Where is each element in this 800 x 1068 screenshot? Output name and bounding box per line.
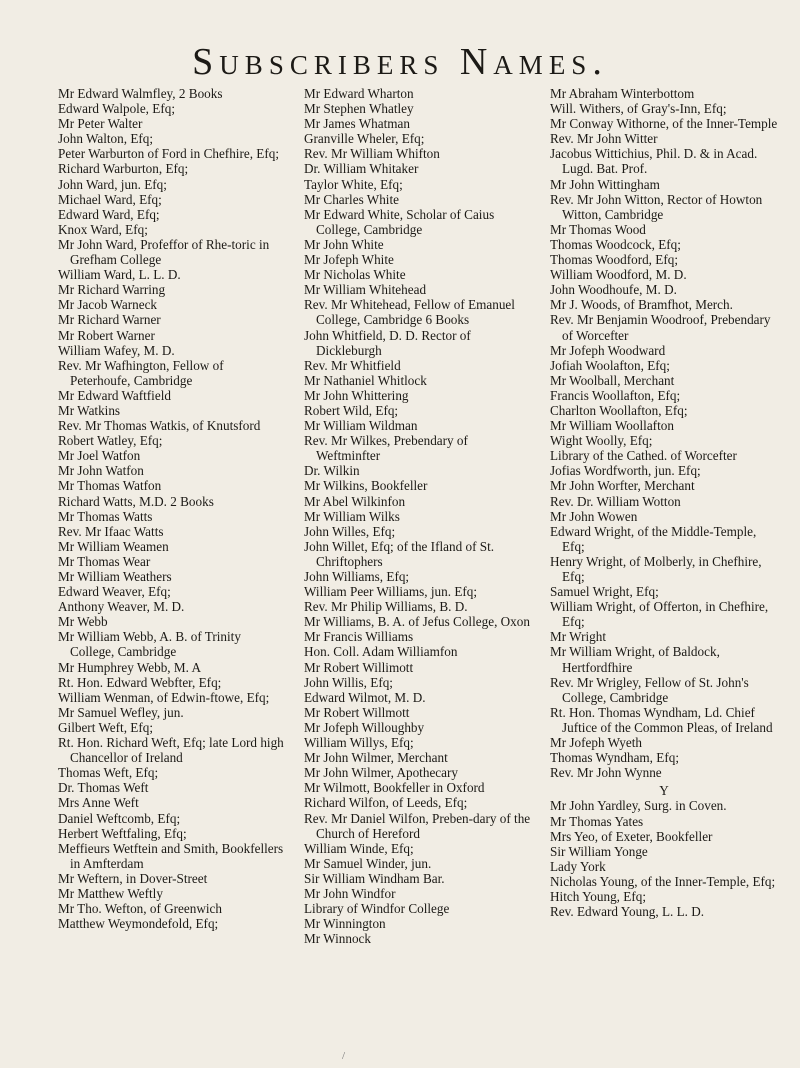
subscriber-entry: Richard Warburton, Efq; <box>58 161 189 177</box>
subscriber-entry: Jofias Wordfworth, jun. Efq; <box>550 463 701 479</box>
subscriber-entry: Mr Weftern, in Dover-Street <box>58 870 208 886</box>
subscriber-entry: Mr Humphrey Webb, M. A <box>58 659 202 675</box>
subscriber-entry: Mr Edward Walmfley, 2 Books <box>58 86 223 101</box>
subscriber-entry: Mr Webb <box>58 614 108 630</box>
subscriber-entry: Granville Wheler, Efq; <box>304 131 425 147</box>
subscriber-entry: Knox Ward, Efq; <box>58 221 148 237</box>
subscriber-entry: Richard Wilfon, of Leeds, Efq; <box>304 795 468 811</box>
subscriber-entry: Richard Watts, M.D. 2 Books <box>58 493 214 509</box>
subscriber-entry: Rev. Mr John Witter <box>550 131 658 147</box>
subscriber-entry: Dr. Wilkin <box>304 463 360 479</box>
subscriber-entry: Dr. Thomas Weft <box>58 780 149 796</box>
subscriber-column-1 <box>58 86 286 946</box>
subscriber-entry: Mr Wright <box>550 629 607 645</box>
subscriber-entry: Francis Woollafton, Efq; <box>550 387 681 403</box>
subscriber-entry: Rev. Mr Wafhington, Fellow of Peterhoufe, Cambridge <box>58 357 224 388</box>
subscriber-entry: Mr Thomas Watts <box>58 508 153 524</box>
subscriber-entry: Taylor White, Efq; <box>304 176 403 192</box>
subscriber-entry: Dr. William Whitaker <box>304 161 419 177</box>
subscriber-entry: Rev. Mr Daniel Wilfon, Preben-dary of the Church of Hereford <box>304 810 531 841</box>
subscriber-entry: Edward Ward, Efq; <box>58 206 160 222</box>
subscriber-entry: Rev. Mr Ifaac Watts <box>58 523 164 539</box>
subscriber-entry: Mr John Whittering <box>304 387 409 403</box>
subscriber-entry: Wight Woolly, Efq; <box>550 433 653 449</box>
subscriber-entry: Gilbert Weft, Efq; <box>58 719 154 735</box>
subscriber-entry: Mrs Anne Weft <box>58 795 139 811</box>
subscriber-entry: Mr Nicholas White <box>304 267 406 283</box>
subscriber-entry: William Wenman, of Edwin-ftowe, Efq; <box>58 689 270 705</box>
subscriber-entry: Rev. Mr John Wynne <box>550 765 662 781</box>
subscriber-entry: John Williams, Efq; <box>304 569 410 584</box>
subscriber-entry: Rev. Mr Whitehead, Fellow of Emanuel College, Cambridge 6 Books <box>304 297 515 328</box>
subscriber-entry: Mr Conway Withorne, of the Inner-Temple <box>550 116 778 132</box>
subscriber-entry: Mr William Wilks <box>304 508 400 524</box>
subscriber-entry: Nicholas Young, of the Inner-Temple, Efq; <box>550 873 776 889</box>
subscriber-entry: Jacobus Wittichius, Phil. D. & in Acad. Lugd. Bat. Prof. <box>550 146 758 177</box>
subscriber-entry: Thomas Weft, Efq; <box>58 765 159 781</box>
subscriber-entry: Samuel Wright, Efq; <box>550 584 659 600</box>
subscriber-entry: Mr Winnington <box>304 916 386 932</box>
subscriber-entry: Mr John Wilmer, Merchant <box>304 750 448 766</box>
subscriber-entry: Mr Wilkins, Bookfeller <box>304 478 428 494</box>
subscriber-entry: Mr John Windfor <box>304 885 396 901</box>
subscriber-entry: John Willet, Efq; of the Ifland of St. Chriftophers <box>304 538 495 569</box>
subscriber-entry: Y <box>659 783 669 799</box>
subscriber-entry: Mr John Worfter, Merchant <box>550 478 695 494</box>
subscriber-entry: Mr John Wittingham <box>550 176 660 192</box>
subscriber-entry: Michael Ward, Efq; <box>58 191 162 207</box>
subscriber-column-3 <box>550 86 778 946</box>
subscriber-entry: Rt. Hon. Edward Webfter, Efq; <box>58 674 222 690</box>
subscriber-entry: William Wafey, M. D. <box>58 342 175 358</box>
subscriber-entry: William Wright, of Offerton, in Chefhire, Efq; <box>550 599 769 630</box>
subscriber-entry: Mr Jofeph Woodward <box>550 342 666 358</box>
subscriber-entry: Mr Edward Wharton <box>304 86 414 101</box>
subscriber-entry: Mr William Weamen <box>58 538 169 554</box>
subscriber-entry: Mr Stephen Whatley <box>304 101 414 117</box>
subscriber-entry: Rev. Dr. William Wotton <box>550 493 681 509</box>
subscriber-entry: John Willis, Efq; <box>304 674 393 690</box>
subscriber-entry: Rev. Mr Wrigley, Fellow of St. John's College, Cambridge <box>550 674 749 705</box>
subscriber-entry: Hitch Young, Efq; <box>550 888 646 904</box>
subscriber-entry: Mr Matthew Weftly <box>58 885 163 901</box>
subscriber-entry: Rt. Hon. Thomas Wyndham, Ld. Chief Juftice of the Common Pleas, of Ireland <box>550 704 773 735</box>
subscriber-entry: Peter Warburton of Ford in Chefhire, Efq; <box>58 146 279 162</box>
subscriber-entry: William Peer Williams, jun. Efq; <box>304 584 478 600</box>
subscriber-entry: Matthew Weymondefold, Efq; <box>58 916 219 932</box>
subscriber-entry: Mr William Wildman <box>304 418 418 434</box>
subscriber-entry: Mr Abraham Winterbottom <box>550 86 695 101</box>
subscriber-entry: Thomas Wyndham, Efq; <box>550 750 679 766</box>
subscriber-entry: Mr Jofeph Willoughby <box>304 719 425 735</box>
subscriber-entry: Mr Thomas Watfon <box>58 478 162 494</box>
subscriber-entry: Rev. Mr Wilkes, Prebendary of Weftminfter <box>304 433 468 464</box>
subscriber-entry: Mr Robert Warner <box>58 327 155 343</box>
subscriber-entry: Rev. Mr Thomas Watkis, of Knutsford <box>58 418 261 434</box>
subscriber-entry: William Ward, L. L. D. <box>58 267 181 283</box>
subscriber-entry: Mr John White <box>304 236 384 252</box>
subscriber-entry: John Whitfield, D. D. Rector of Dickleburgh <box>304 327 471 358</box>
subscriber-entry: William Willys, Efq; <box>304 735 414 751</box>
subscriber-entry: Mr Wilmott, Bookfeller in Oxford <box>304 780 485 796</box>
subscriber-entry: Robert Wild, Efq; <box>304 402 399 418</box>
subscriber-entry: Mr John Watfon <box>58 463 144 479</box>
subscriber-entry: Rev. Mr Benjamin Woodroof, Prebendary of Worcefter <box>550 312 771 343</box>
subscriber-entry: Henry Wright, of Molberly, in Chefhire, Efq; <box>550 553 762 584</box>
subscriber-entry: William Woodford, M. D. <box>550 267 687 283</box>
subscriber-entry: Will. Withers, of Gray's-Inn, Efq; <box>550 101 727 117</box>
subscriber-entry: Mr James Whatman <box>304 116 410 132</box>
subscriber-entry: Mr John Wowen <box>550 508 638 524</box>
subscriber-entry: Thomas Woodcock, Efq; <box>550 236 681 252</box>
subscriber-entry: Mr William Webb, A. B. of Trinity College, Cambridge <box>58 629 241 660</box>
subscriber-entry: Mr Richard Warner <box>58 312 161 328</box>
subscriber-entry: Mr Richard Warring <box>58 282 166 298</box>
subscriber-entry: Mr Edward Waftfield <box>58 387 171 403</box>
subscriber-entry: Mr Woolball, Merchant <box>550 372 675 388</box>
subscriber-entry: Edward Wright, of the Middle-Temple, Efq; <box>550 523 757 554</box>
subscriber-entry: Rev. Mr William Whifton <box>304 146 440 162</box>
subscriber-entry: Rev. Mr Philip Williams, B. D. <box>304 599 468 615</box>
subscriber-entry: Mr Thomas Wood <box>550 221 646 237</box>
subscriber-column-2 <box>304 86 532 946</box>
subscriber-entry: Mr William Weathers <box>58 569 172 584</box>
subscriber-entry: John Willes, Efq; <box>304 523 396 539</box>
subscriber-entry: Lady York <box>550 858 606 874</box>
subscriber-entry: Meffieurs Wetftein and Smith, Bookfellers in Amfterdam <box>58 840 284 871</box>
subscriber-entry: Mr William Woollafton <box>550 418 674 434</box>
subscriber-entry: Mr Edward White, Scholar of Caius College, Cambridge <box>304 206 495 237</box>
subscriber-entry: Sir William Yonge <box>550 843 648 859</box>
subscriber-entry: Mr Winnock <box>304 931 371 947</box>
subscriber-entry: Mr Nathaniel Whitlock <box>304 372 427 388</box>
subscriber-entry: Rev. Mr Whitfield <box>304 357 401 373</box>
subscriber-entry: Mr Watkins <box>58 402 121 418</box>
subscriber-entry: Mr J. Woods, of Bramfhot, Merch. <box>550 297 733 313</box>
subscriber-entry: Rev. Edward Young, L. L. D. <box>550 904 705 920</box>
subscriber-columns <box>58 86 778 946</box>
subscriber-entry: Mr Robert Willimott <box>304 659 414 675</box>
subscriber-entry: Mr Samuel Wefley, jun. <box>58 704 184 720</box>
subscriber-entry: Mr William Whitehead <box>304 282 427 298</box>
subscriber-entry: Jofiah Woolafton, Efq; <box>550 357 670 373</box>
subscriber-entry: Mr Jofeph Wyeth <box>550 735 642 751</box>
subscriber-entry: Sir William Windham Bar. <box>304 870 445 886</box>
subscriber-entry: Charlton Woollafton, Efq; <box>550 402 688 418</box>
subscriber-entry: Mr John Yardley, Surg. in Coven. <box>550 798 727 814</box>
subscriber-entry: Mr Thomas Wear <box>58 553 151 569</box>
subscriber-entry: Mr Peter Walter <box>58 116 143 132</box>
subscriber-entry: Rev. Mr John Witton, Rector of Howton Witton, Cambridge <box>550 191 763 222</box>
subscriber-entry: Mr Jofeph White <box>304 252 394 268</box>
subscriber-entry: Thomas Woodford, Efq; <box>550 252 678 268</box>
subscriber-entry: Mr William Wright, of Baldock, Hertfordfhire <box>550 644 720 675</box>
subscriber-entry: Mr Robert Willmott <box>304 704 410 720</box>
subscriber-entry: Mr Thomas Yates <box>550 813 644 829</box>
subscriber-entry: Edward Wilmot, M. D. <box>304 689 426 705</box>
subscriber-entry: Edward Walpole, Efq; <box>58 101 175 117</box>
subscriber-entry: John Ward, jun. Efq; <box>58 176 167 192</box>
subscriber-entry: Mrs Yeo, of Exeter, Bookfeller <box>550 828 713 844</box>
subscriber-entry: John Woodhoufe, M. D. <box>550 282 677 298</box>
subscriber-entry: Rt. Hon. Richard Weft, Efq; late Lord high Chancellor of Ireland <box>58 735 284 766</box>
subscriber-entry: Mr Samuel Winder, jun. <box>304 855 432 871</box>
subscriber-entry: Mr John Wilmer, Apothecary <box>304 765 458 781</box>
subscriber-entry: Anthony Weaver, M. D. <box>58 599 185 615</box>
subscriber-entry: Mr Tho. Wefton, of Greenwich <box>58 901 222 917</box>
subscriber-entry: Mr Abel Wilkinfon <box>304 493 406 509</box>
subscriber-entry: Herbert Weftfaling, Efq; <box>58 825 187 841</box>
subscriber-entry: John Walton, Efq; <box>58 131 154 147</box>
page-title: Subscribers Names. <box>192 41 608 83</box>
subscriber-entry: Mr Williams, B. A. of Jefus College, Oxon <box>304 614 530 630</box>
subscriber-entry: Mr Francis Williams <box>304 629 414 645</box>
subscriber-entry: Library of the Cathed. of Worcefter <box>550 448 737 464</box>
subscriber-entry: Hon. Coll. Adam Williamfon <box>304 644 458 660</box>
footer-mark: / <box>342 1050 346 1062</box>
subscriber-entry: Mr Joel Watfon <box>58 448 141 464</box>
subscriber-entry: William Winde, Efq; <box>304 840 414 856</box>
subscriber-entry: Library of Windfor College <box>304 901 450 917</box>
subscriber-entry: Daniel Weftcomb, Efq; <box>58 810 181 826</box>
subscriber-entry: Mr John Ward, Profeffor of Rhe-toric in Grefham College <box>58 236 270 268</box>
subscriber-entry: Mr Charles White <box>304 191 399 207</box>
subscriber-entry: Mr Jacob Warneck <box>58 297 158 313</box>
subscriber-entry: Robert Watley, Efq; <box>58 433 163 449</box>
subscriber-entry: Edward Weaver, Efq; <box>58 584 171 600</box>
